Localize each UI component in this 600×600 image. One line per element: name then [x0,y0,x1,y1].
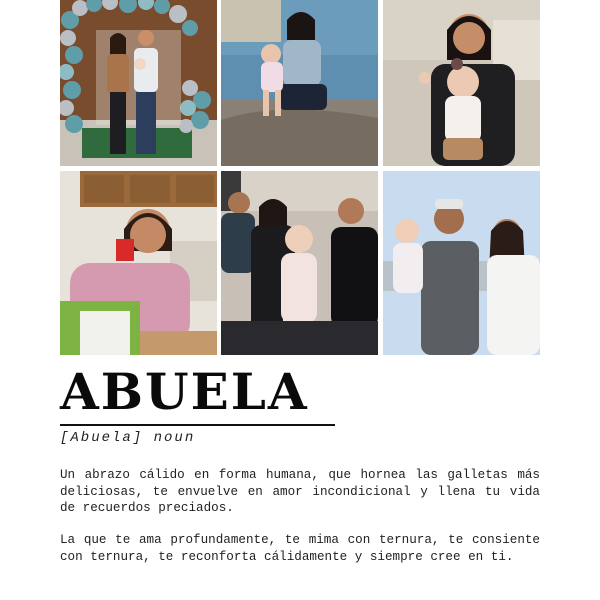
definition-paragraph-1: Un abrazo cálido en forma humana, que hornea las galletas más deliciosas, te envuelve en amor incondicional y llena tu vida de recuerdos preciados. [60,468,540,515]
definition-word: ABUELA [60,362,309,421]
definition-paragraph-2: La que te ama profundamente, te mima con ternura, te consiente con ternura, te reconforta cálidamente y siempre cree en ti. [60,533,540,564]
pronunciation: [Abuela] noun [60,430,196,446]
photo-grandma-baby [383,0,540,166]
photo-balloon-arch [60,0,217,166]
title-underline [60,424,335,426]
photo-seaside [221,0,378,166]
photo-overlook [383,171,540,355]
photo-kitchen [60,171,217,355]
photo-family-couch [221,171,378,355]
